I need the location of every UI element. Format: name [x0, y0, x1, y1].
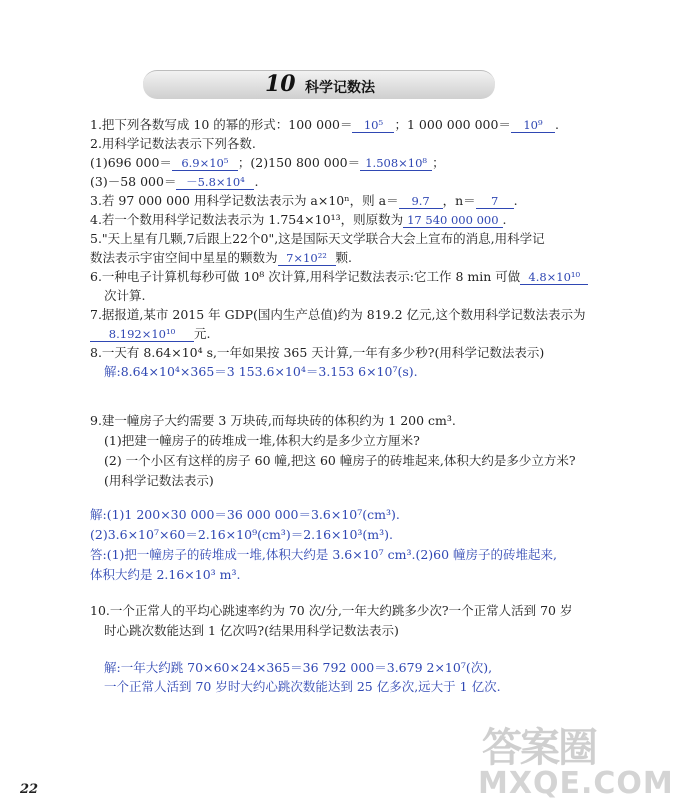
page-number: 22	[20, 782, 39, 797]
question-3: 3.若 97 000 000 用科学记数法表示为 a×10ⁿ，则 a＝ 9.7 ，n＝ 7 .	[90, 193, 518, 208]
section-number: 10	[265, 71, 296, 97]
answer-blank: 9.7	[399, 194, 443, 209]
answer-blank: 17 540 000 000	[403, 213, 502, 228]
question-7-line2: 8.192×10¹⁰ 元.	[90, 326, 210, 342]
question-9-answer-1: 答:(1)把一幢房子的砖堆成一堆,体积大约是 3.6×10⁷ cm³.(2)60 幢房子的砖堆起来,	[90, 547, 558, 562]
answer-blank: 4.8×10¹⁰	[520, 270, 588, 285]
answer-blank: 6.9×10⁵	[172, 156, 238, 171]
question-9-part1: (1)把建一幢房子的砖堆成一堆,体积大约是多少立方厘米?	[104, 433, 420, 448]
answer-blank: 8.192×10¹⁰	[90, 327, 194, 342]
question-1: 1.把下列各数写成 10 的幂的形式：100 000＝ 10⁵ ；1 000 000 000＝ 10⁹ .	[90, 117, 559, 132]
question-2-part-3: (3)－58 000＝ －5.8×10⁴ .	[90, 174, 259, 189]
question-10-line2: 时心跳次数能达到 1 亿次吗?(结果用科学记数法表示)	[104, 623, 399, 638]
answer-blank: 10⁵	[352, 118, 394, 133]
section-title: 科学记数法	[305, 80, 375, 96]
question-5-line1: 5."天上星有几颗,7后跟上22个0",这是国际天文学联合大会上宣布的消息,用科学记	[90, 231, 545, 246]
question-6-line1: 6.一种电子计算机每秒可做 10⁸ 次计算,用科学记数法表示:它工作 8 min 可做 4.8×10¹⁰	[90, 269, 588, 285]
question-8: 8.一天有 8.64×10⁴ s,一年如果按 365 天计算,一年有多少秒?(用科学记数法表示)	[90, 345, 545, 360]
question-10-solution-1: 解:一年大约跳 70×60×24×365＝36 792 000＝3.679 2×10⁷(次),	[104, 660, 493, 675]
question-9-solution-1: 解:(1)1 200×30 000＝36 000 000＝3.6×10⁷(cm³).	[90, 507, 400, 522]
question-9-answer-2: 体积大约是 2.16×10³ m³.	[90, 567, 241, 582]
question-10-line1: 10.一个正常人的平均心跳速率约为 70 次/分,一年大约跳多少次?一个正常人活到 70 岁	[90, 603, 573, 618]
answer-blank: －5.8×10⁴	[176, 175, 254, 190]
question-9-solution-2: (2)3.6×10⁷×60＝2.16×10⁹(cm³)＝2.16×10³(m³).	[90, 527, 394, 542]
answer-blank: 7	[476, 194, 514, 209]
question-9-line1: 9.建一幢房子大约需要 3 万块砖,而每块砖的体积约为 1 200 cm³.	[90, 413, 456, 428]
question-9-note: (用科学记数法表示)	[104, 473, 214, 488]
answer-blank: 10⁹	[511, 118, 555, 133]
section-header	[143, 70, 495, 99]
answer-blank: 1.508×10⁸	[360, 156, 432, 171]
question-2-stem: 2.用科学记数法表示下列各数.	[90, 136, 256, 151]
question-9-part2: (2) 一个小区有这样的房子 60 幢,把这 60 幢房子的砖堆起来,体积大约是多少立方米?	[104, 453, 576, 468]
question-4: 4.若一个数用科学记数法表示为 1.754×10¹³，则原数为 17 540 000 000 .	[90, 212, 507, 227]
question-5-line2: 数法表示宇宙空间中星星的颗数为 7×10²² 颗.	[90, 250, 352, 265]
watermark-logo	[476, 716, 674, 806]
question-6-line2: 次计算.	[104, 288, 146, 303]
question-2-parts-1-2: (1)696 000＝ 6.9×10⁵ ；(2)150 800 000＝ 1.508×10⁸ ；	[90, 155, 445, 170]
watermark-text: 答案圈	[482, 725, 596, 771]
answer-blank: 7×10²²	[278, 251, 336, 266]
question-8-solution: 解:8.64×10⁴×365＝3 153.6×10⁴＝3.153 6×10⁷(s).	[104, 364, 418, 379]
question-7-line1: 7.据报道,某市 2015 年 GDP(国内生产总值)约为 819.2 亿元,这个数用科学记数法表示为	[90, 307, 586, 322]
watermark-url: MXQE.COM	[478, 766, 674, 801]
question-10-solution-2: 一个正常人活到 70 岁时大约心跳次数能达到 25 亿多次,远大于 1 亿次.	[104, 679, 501, 694]
